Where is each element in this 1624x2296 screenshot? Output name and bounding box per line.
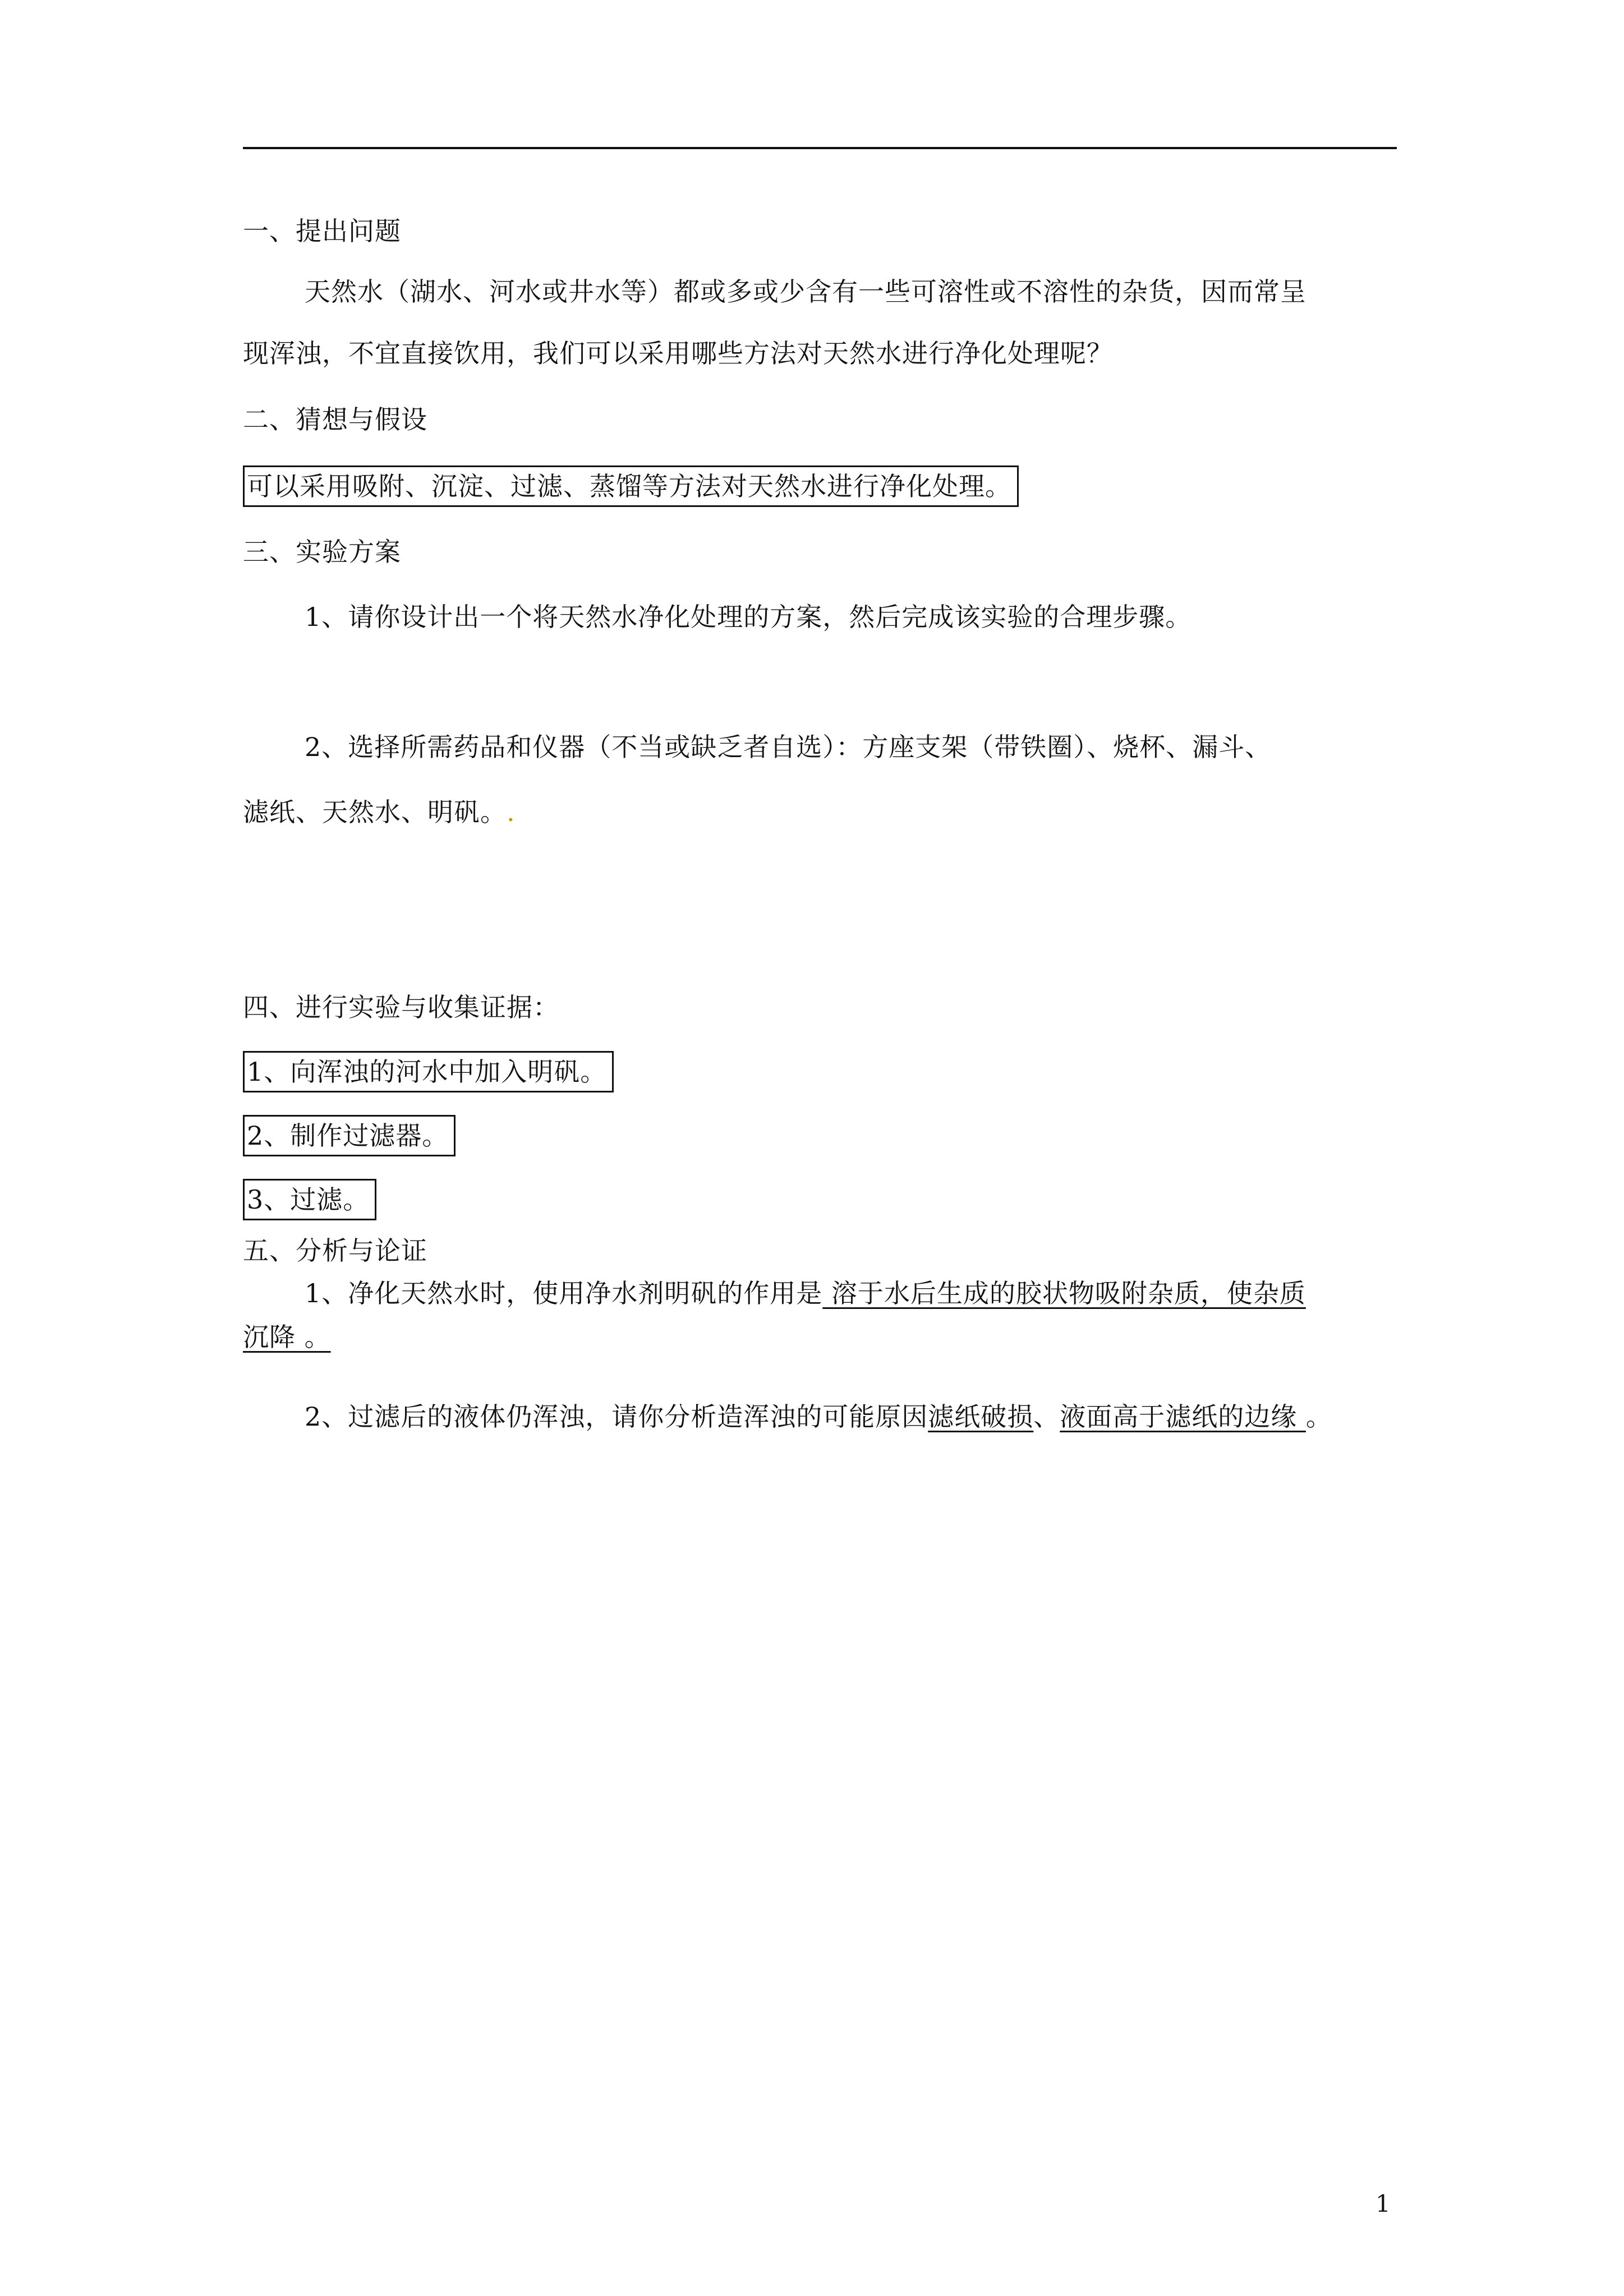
plan-item-2-line1: 2、选择所需药品和仪器（不当或缺乏者自选）：方座支架（带铁圈）、烧杯、漏斗、 — [305, 732, 1272, 762]
analysis-q1-line1 — [305, 1276, 1306, 1310]
section-heading-2: 二、猜想与假设 — [243, 404, 427, 435]
section1-paragraph-line2: 现浑浊，不宜直接饮用，我们可以采用哪些方法对天然水进行净化处理呢？ — [243, 338, 1113, 368]
step-box-1 — [243, 1051, 614, 1092]
step-text-1: 1、向浑浊的河水中加入明矾。 — [243, 1051, 614, 1092]
analysis-q1-line2 — [243, 1320, 331, 1354]
analysis-q2-answer-2: 液面高于滤纸的边缘 — [1060, 1401, 1306, 1432]
section-heading-3: 三、实验方案 — [243, 537, 401, 567]
section1-paragraph-line1: 天然水（湖水、河水或井水等）都或多或少含有一些可溶性或不溶性的杂货，因而常呈 — [305, 276, 1306, 307]
page-number: 1 — [1375, 2190, 1391, 2217]
section-heading-5: 五、分析与论证 — [243, 1235, 427, 1266]
plan-item-1: 1、请你设计出一个将天然水净化处理的方案，然后完成该实验的合理步骤。 — [305, 602, 1192, 632]
analysis-q2-separator: 、 — [1033, 1401, 1060, 1432]
analysis-q1-answer-part2: 沉降 。 — [243, 1322, 331, 1352]
analysis-q2-answer-1: 滤纸破损 — [928, 1401, 1034, 1432]
step-box-3 — [243, 1179, 376, 1220]
hypothesis-text: 可以采用吸附、沉淀、过滤、蒸馏等方法对天然水进行净化处理。 — [243, 465, 1019, 507]
analysis-q2-line — [305, 1400, 1332, 1433]
plan-item-2-mark: . — [507, 797, 516, 827]
analysis-q2-prefix: 2、过滤后的液体仍浑浊，请你分析造浑浊的可能原因 — [305, 1401, 928, 1432]
analysis-q2-end: 。 — [1305, 1401, 1332, 1432]
step-text-2: 2、制作过滤器。 — [243, 1115, 456, 1156]
section-heading-4: 四、进行实验与收集证据： — [243, 992, 559, 1022]
plan-item-2-text: 滤纸、天然水、明矾。 — [243, 797, 507, 827]
analysis-q1-prefix: 1、净化天然水时，使用净水剂明矾的作用是 — [305, 1278, 823, 1308]
step-text-3: 3、过滤。 — [243, 1179, 376, 1220]
plan-item-2-line2 — [243, 795, 516, 829]
section-heading-1: 一、提出问题 — [243, 216, 401, 246]
analysis-q1-answer-part1: 溶于水后生成的胶状物吸附杂质，使杂质 — [822, 1278, 1306, 1308]
hypothesis-box — [243, 465, 1019, 507]
step-box-2 — [243, 1115, 456, 1156]
header-rule — [243, 147, 1397, 149]
